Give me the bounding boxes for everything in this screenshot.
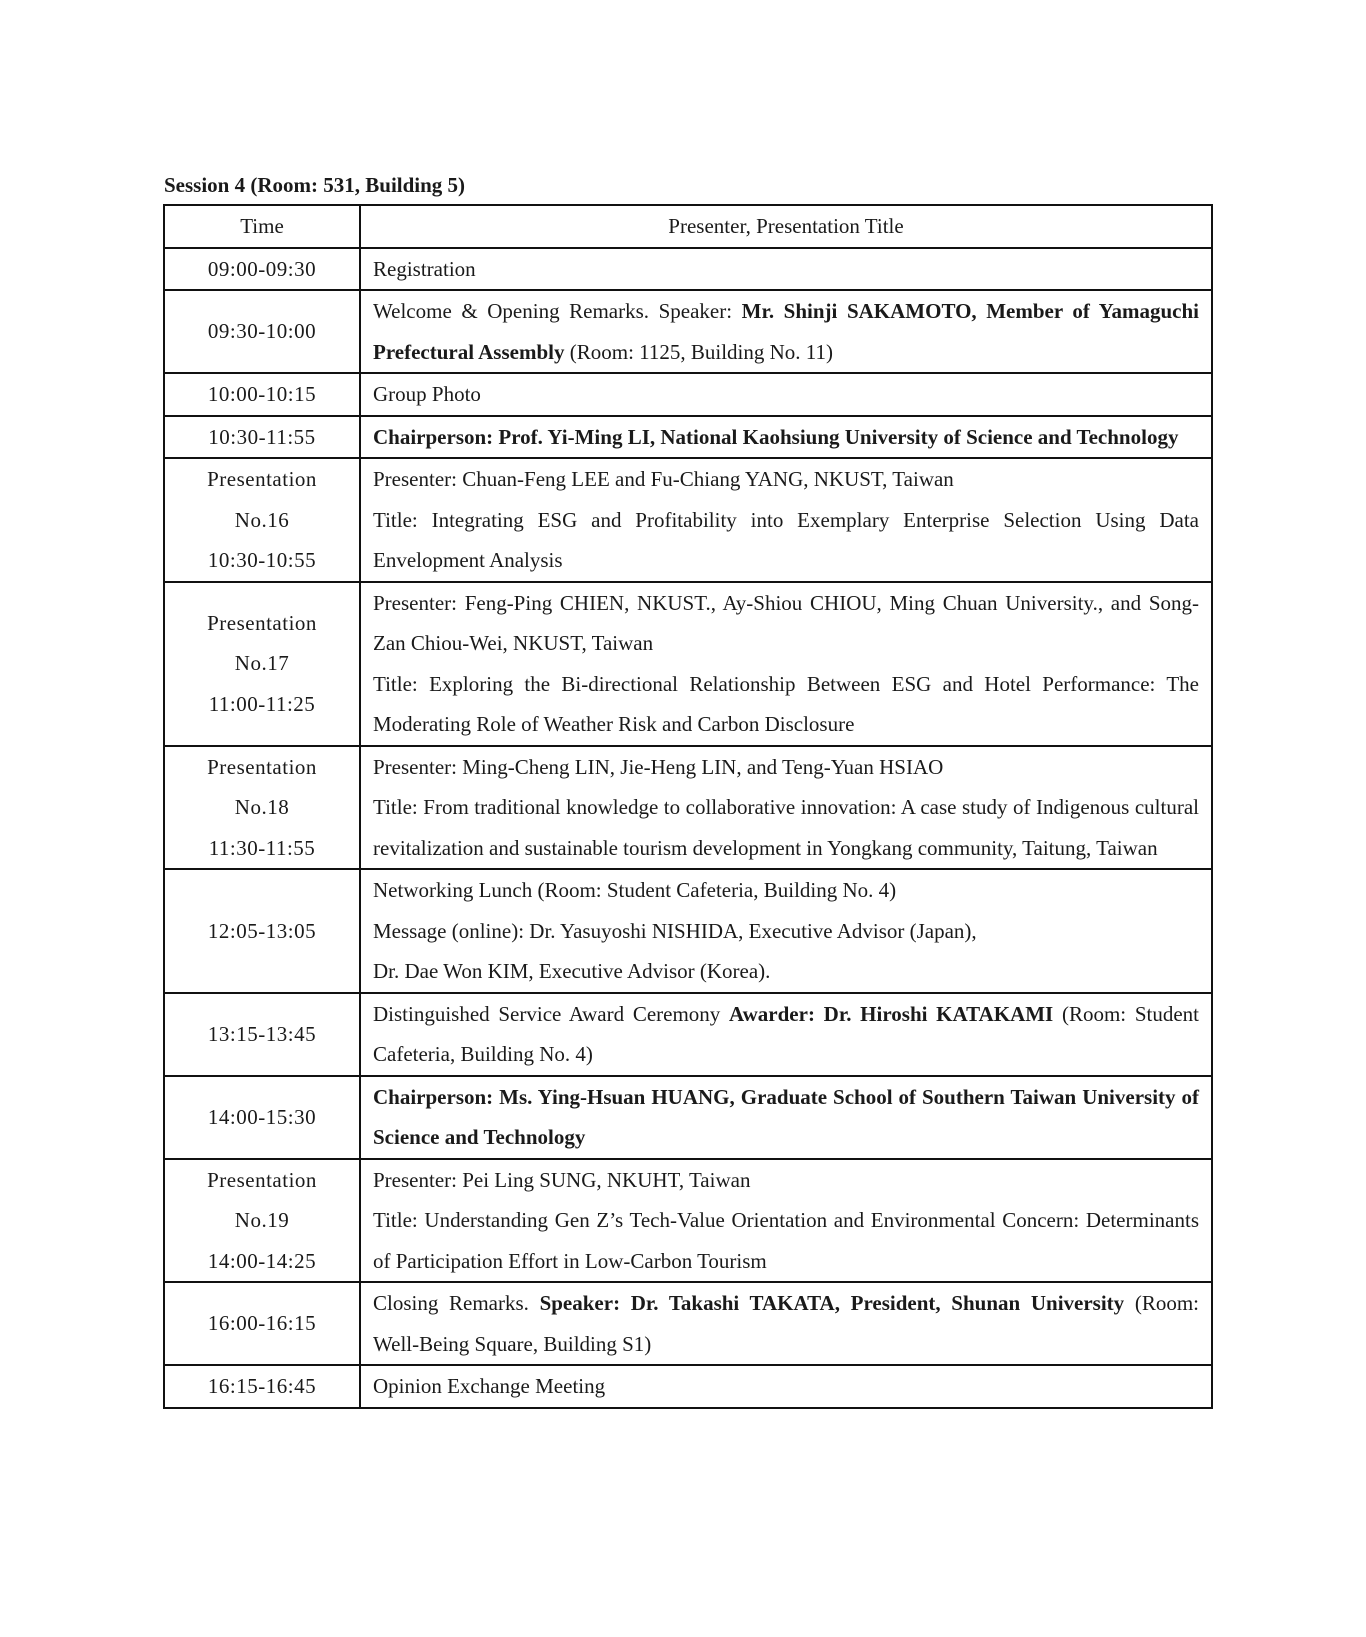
presentation-time: 14:00-14:25 [207, 1248, 317, 1273]
row-description [360, 1282, 1212, 1365]
presentation-time: 10:30-10:55 [207, 548, 317, 572]
presentation-title: Title: Understanding Gen Z’s Tech-Value Orientation and Environmental Concern: Determinants of Participation Effort in Low-Carbon Tourism [373, 1208, 1199, 1273]
header-time: Time [164, 205, 360, 248]
row-time: 10:30-11:55 [164, 416, 360, 459]
row-description [360, 746, 1212, 870]
award-room: (Room: Student Cafeteria, Building No. 4) [373, 1001, 1199, 1066]
presenter-text: Presenter: Ming-Cheng LIN, Jie-Heng LIN, and Teng-Yuan HSIAO [373, 754, 944, 779]
row-time: 14:00-15:30 [164, 1076, 360, 1159]
table-row-registration [164, 248, 1212, 291]
presenter-text: Presenter: Feng-Ping CHIEN, NKUST., Ay-Shiou CHIOU, Ming Chuan University., and Song-Zan Chiou-Wei, NKUST, Taiwan [373, 590, 1199, 655]
welcome-text: Welcome & Opening Remarks. Speaker: [373, 299, 742, 323]
award-text: Distinguished Service Award Ceremony [373, 1001, 730, 1026]
row-time: 09:00-09:30 [164, 248, 360, 291]
presentation-time: 11:00-11:25 [208, 691, 316, 716]
row-time [164, 746, 360, 870]
row-time: 16:15-16:45 [164, 1365, 360, 1408]
message-line: Dr. Dae Won KIM, Executive Advisor (Korea). [373, 959, 771, 983]
chairperson-text: Chairperson: Ms. Ying-Hsuan HUANG, Graduate School of Southern Taiwan University of Science and Technology [373, 1084, 1199, 1149]
awarder-text: Awarder: Dr. Hiroshi KATAKAMI [729, 1001, 1054, 1026]
header-presenter-title: Presenter, Presentation Title [360, 205, 1212, 248]
table-row-lunch [164, 869, 1212, 993]
table-row-presentation-16 [164, 458, 1212, 582]
table-row-award [164, 993, 1212, 1076]
welcome-room: (Room: 1125, Building No. 11) [564, 339, 834, 364]
welcome-speaker: Mr. Shinji SAKAMOTO, Member of Yamaguchi Prefectural Assembly [373, 299, 1199, 364]
presentation-time: 11:30-11:55 [208, 835, 316, 860]
presentation-number: No.18 [234, 795, 290, 819]
message-line: Message (online): Dr. Yasuyoshi NISHIDA, Executive Advisor (Japan), [373, 918, 977, 943]
chairperson-text: Chairperson: Prof. Yi-Ming LI, National Kaohsiung University of Science and Technology [373, 424, 1179, 449]
table-row-chairperson-2 [164, 1076, 1212, 1159]
presenter-text: Presenter: Chuan-Feng LEE and Fu-Chiang YANG, NKUST, Taiwan [373, 467, 954, 491]
presentation-number: No.16 [234, 507, 290, 532]
row-description [360, 416, 1212, 459]
row-time: 09:30-10:00 [164, 290, 360, 373]
row-time: 12:05-13:05 [164, 869, 360, 993]
row-description: Opinion Exchange Meeting [360, 1365, 1212, 1408]
table-row-presentation-19 [164, 1159, 1212, 1283]
row-description: Group Photo [360, 373, 1212, 416]
table-row-presentation-17 [164, 582, 1212, 746]
closing-speaker: Speaker: Dr. Takashi TAKATA, President, Shunan University [539, 1291, 1125, 1315]
session-title: Session 4 (Room: 531, Building 5) [164, 173, 466, 197]
presentation-label: Presentation [207, 754, 317, 779]
table-row-welcome [164, 290, 1212, 373]
row-time: 16:00-16:15 [164, 1282, 360, 1365]
row-description [360, 993, 1212, 1076]
table-row-opinion-exchange [164, 1365, 1212, 1408]
table-header-row [164, 205, 1212, 248]
closing-room: (Room: Well-Being Square, Building S1) [373, 1291, 1199, 1356]
presentation-label: Presentation [207, 1167, 317, 1192]
row-time: 13:15-13:45 [164, 993, 360, 1076]
row-time [164, 582, 360, 746]
row-description: Registration [360, 248, 1212, 291]
lunch-line: Networking Lunch (Room: Student Cafeteria, Building No. 4) [373, 878, 897, 902]
row-description [360, 869, 1212, 993]
row-time: 10:00-10:15 [164, 373, 360, 416]
row-description [360, 1159, 1212, 1283]
presenter-text: Presenter: Pei Ling SUNG, NKUHT, Taiwan [373, 1167, 751, 1192]
presentation-number: No.17 [234, 651, 290, 676]
table-row-closing [164, 1282, 1212, 1365]
closing-text: Closing Remarks. [373, 1291, 540, 1315]
presentation-label: Presentation [207, 467, 317, 491]
presentation-title: Title: From traditional knowledge to collaborative innovation: A case study of Indigenous cultural revitalization and sustainable tourism development in Yongkang community, Taitung, Taiwan [373, 795, 1199, 860]
table-row-group-photo [164, 373, 1212, 416]
table-row-presentation-18 [164, 746, 1212, 870]
table-row-chairperson-1 [164, 416, 1212, 459]
presentation-title: Title: Exploring the Bi-directional Relationship Between ESG and Hotel Performance: The Moderating Role of Weather Risk and Carbon Disclosure [373, 671, 1199, 736]
row-description [360, 1076, 1212, 1159]
row-description [360, 458, 1212, 582]
row-description [360, 582, 1212, 746]
row-time [164, 1159, 360, 1283]
presentation-number: No.19 [234, 1208, 290, 1232]
row-description [360, 290, 1212, 373]
presentation-title: Title: Integrating ESG and Profitability into Exemplary Enterprise Selection Using Data Envelopment Analysis [373, 507, 1199, 572]
schedule-table [163, 204, 1213, 1409]
presentation-label: Presentation [207, 610, 317, 635]
row-time [164, 458, 360, 582]
